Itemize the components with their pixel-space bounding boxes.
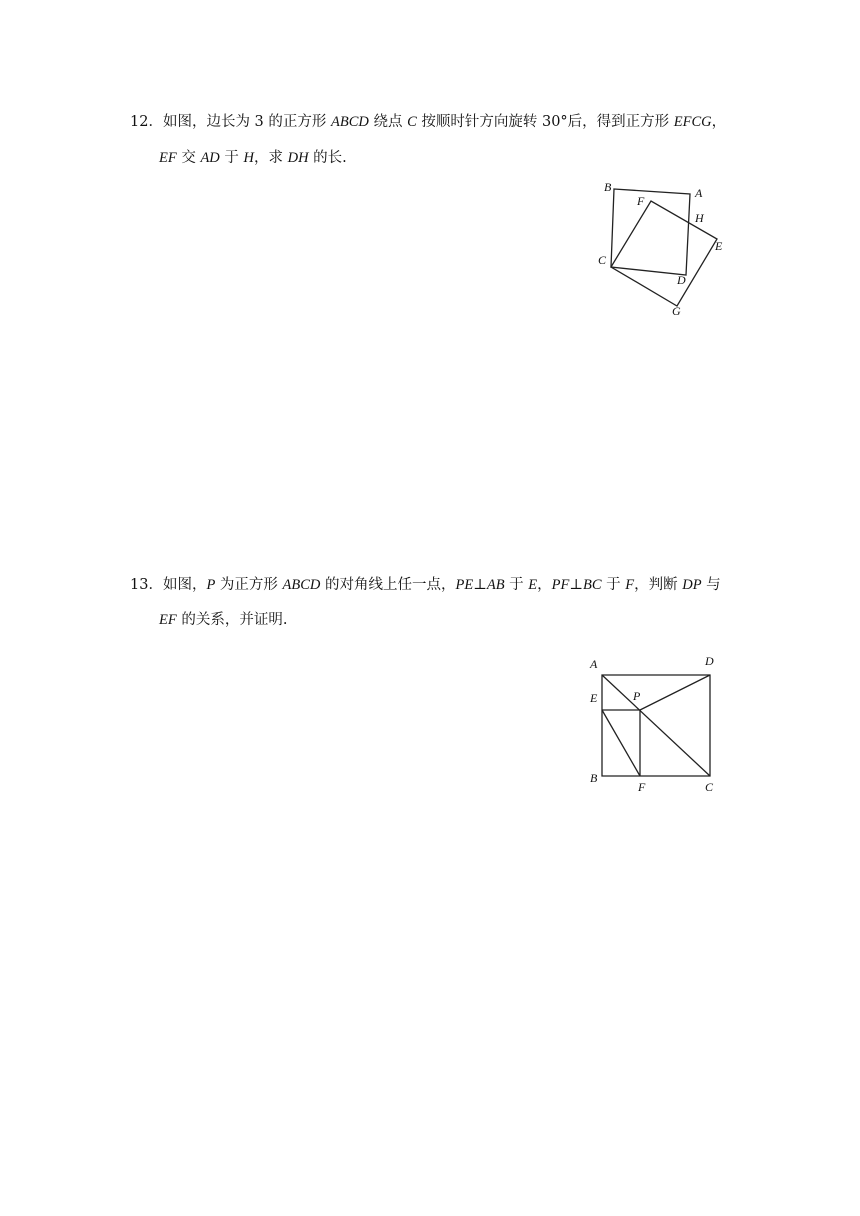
math-var: EF [159,612,177,628]
label-e: E [715,239,723,253]
math-var: EF [159,150,177,166]
label-b: B [604,180,612,194]
math-var: DH [287,150,309,166]
problem-12-text: 交 [176,150,201,166]
problem-13-text: ，判断 [634,577,683,593]
problem-13-number: 13． [130,577,163,593]
problem-12-text: 于 [219,150,244,166]
problem-13-text: ⊥ [569,577,584,593]
problem-12-text: ， [711,114,727,130]
math-var: AB [486,577,505,593]
label-d: D [677,273,686,287]
label-h: H [695,211,704,225]
square-abcd [602,675,710,776]
label-a: A [695,186,703,200]
math-var: C [407,114,417,130]
problem-13-text: 为正方形 [215,577,283,593]
problem-12-text: 绕点 [368,114,408,130]
problem-13-line-2 [159,610,287,630]
label-a: A [590,657,598,671]
problem-13-text: 的关系，并证明. [176,612,288,628]
problem-12-text: ，求 [253,150,288,166]
problem-12-text: 如图，边长为 3 的正方形 [162,114,332,130]
math-var: AD [200,150,220,166]
label-e: E [590,691,598,705]
label-d: D [705,654,714,668]
square-abcd [611,189,690,275]
label-f: F [638,780,646,794]
math-var: BC [583,577,602,593]
problem-13-text: ， [537,577,552,593]
math-var: H [243,150,254,166]
math-var: E [528,577,538,593]
math-var: P [206,577,216,593]
math-var: F [625,577,635,593]
math-var: DP [682,577,702,593]
math-var: ABCD [282,577,321,593]
problem-13-text: 于 [601,577,626,593]
problem-12-text: 的长. [308,150,347,166]
math-var: ABCD [331,114,369,130]
problem-13-text: 的对角线上任一点， [320,577,456,593]
problem-12-number: 12． [130,114,163,130]
problem-13-line-1 [130,575,721,595]
label-b: B [590,771,598,785]
problem-13-text: 与 [701,577,721,593]
problem-12-text: 按顺时针方向旋转 30°后，得到正方形 [416,114,674,130]
diagonal-ac [602,675,710,776]
square-efcg [611,201,717,306]
math-var: PF [551,577,570,593]
problem-13-text: ⊥ [473,577,487,593]
label-f: F [637,194,645,208]
problem-12-line-2 [159,148,347,168]
problem-13-text: 于 [504,577,529,593]
label-c: C [598,253,607,267]
label-c: C [705,780,714,794]
problem-13-text: 如图， [162,577,207,593]
label-p: P [633,689,641,703]
problem-12-line-1 [130,112,726,132]
segment-dp [640,675,710,710]
label-g: G [672,304,681,318]
math-var: EFCG [673,114,712,130]
math-var: PE [455,577,474,593]
segment-ef [602,710,640,776]
